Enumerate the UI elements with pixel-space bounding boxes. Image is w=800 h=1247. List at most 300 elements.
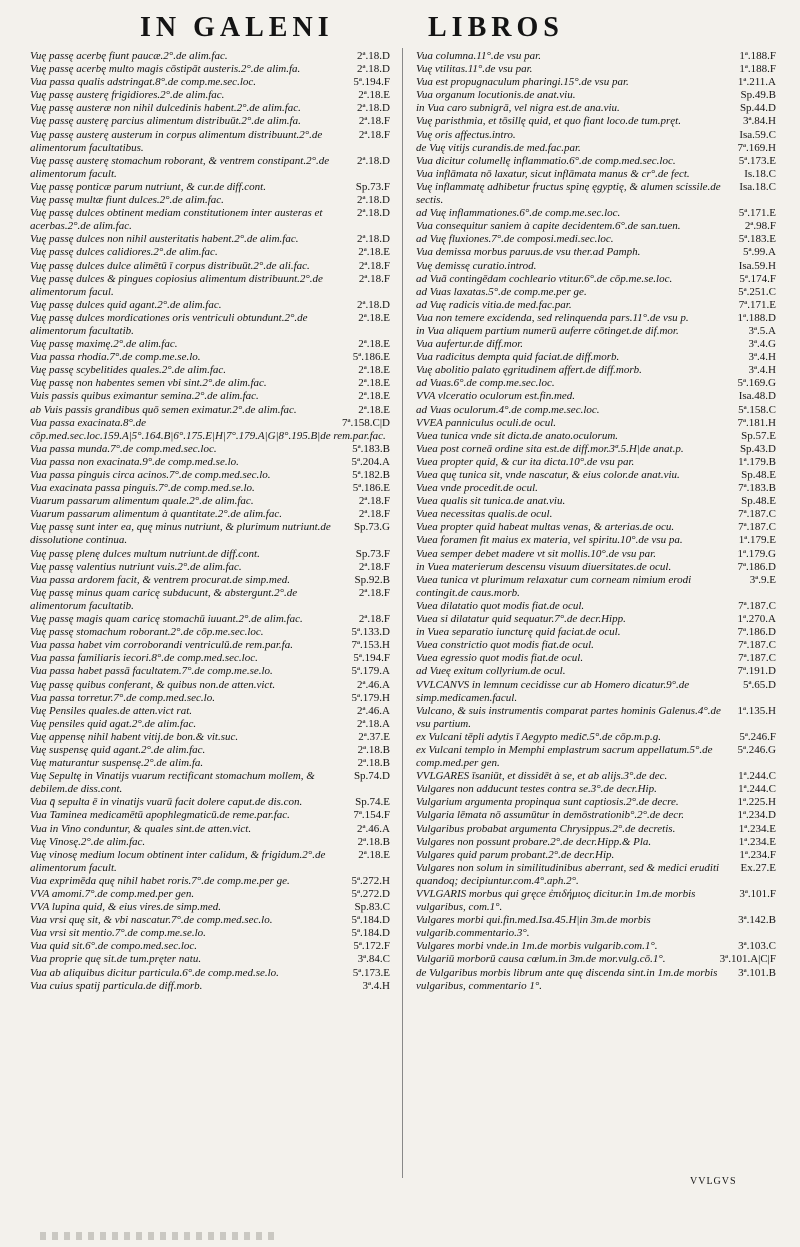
index-entry: [30, 194, 390, 207]
index-entry: [416, 246, 776, 259]
entry-text: Vuea propter quid habeat multas venas, & arterias.de ocu.: [416, 521, 675, 534]
entry-reference: 2ª.98.F: [744, 220, 776, 233]
entry-reference: 1ª.234.D: [737, 809, 776, 822]
entry-text: Vuę passę quibus conferant, & quibus non.de atten.vict.: [30, 678, 276, 691]
index-entry: [30, 207, 390, 233]
entry-reference: 2ª.18.E: [358, 246, 390, 259]
entry-text: Vuę passę austerę parcius alimentum distribuūt.2°.de alim.fa.: [30, 115, 301, 128]
entry-text: Vulgariū morborū causa cœlum.in 3m.de mor.vulg.cō.1°.: [416, 953, 666, 966]
entry-reference: Is.18.C: [744, 167, 776, 180]
entry-text: Vua radicitus dempta quid faciat.de diff.morb.: [416, 351, 620, 364]
index-entry: [30, 849, 390, 875]
entry-text: de Vulgaribus morbis librum ante quę discenda sint.in 1m.de morbis vulgaribus, commentario 1°.: [416, 966, 718, 992]
entry-reference: Ex.27.E: [740, 861, 776, 874]
entry-text: Vuarum passarum alimentum à quantitate.2°.de alim.fac.: [30, 508, 282, 521]
index-entry: [416, 705, 776, 731]
index-entry: [30, 312, 390, 338]
entry-reference: 1ª.188.D: [737, 311, 776, 324]
index-entry: [416, 823, 776, 836]
entry-reference: 3ª.4.H: [748, 351, 776, 364]
index-entry: [30, 875, 390, 888]
entry-text: Vua q̄ sepulta ē in vinatijs vuarū facit dolere caput.de dis.con.: [30, 796, 303, 809]
entry-reference: 2ª.18.E: [358, 338, 390, 351]
page-edge-mark: [40, 1232, 280, 1240]
entry-text: Vuę passę dulces dulce alimētū ī corpus distribuūt.2°.de ali.fac.: [30, 259, 310, 272]
entry-reference: Sp.73.F: [355, 547, 390, 560]
index-entry: [30, 155, 390, 181]
entry-text: Vuę passę minus quam caricę subducunt, & abstergunt.2°.de alimentorum facultatib.: [30, 586, 298, 612]
entry-text: Vua passa qualis adstringat.8°.de comp.me.sec.loc.: [30, 76, 257, 89]
entry-text: de Vuę vitijs curandis.de med.fac.par.: [416, 141, 581, 154]
index-entry: [30, 718, 390, 731]
entry-reference: 2ª.18.F: [358, 508, 390, 521]
entry-reference: 1ª.179.B: [738, 455, 776, 468]
entry-text: Vuea qualis sit tunica.de anat.viu.: [416, 495, 566, 508]
entry-reference: 3ª.84.H: [743, 115, 776, 128]
index-entry: [416, 76, 776, 89]
index-entry: [416, 679, 776, 705]
entry-reference: 3ª.101.F: [739, 888, 776, 900]
index-entry: [416, 914, 776, 940]
index-entry: [30, 89, 390, 102]
entry-reference: 1ª.225.H: [737, 796, 776, 809]
index-entry: [30, 731, 390, 744]
entry-reference: 5ª.251.C: [738, 285, 776, 298]
entry-reference: 2ª.18.D: [357, 207, 390, 220]
entry-text: Vuea semper debet madere vt sit mollis.10°.de vsu par.: [416, 547, 656, 560]
entry-reference: 2ª.18.D: [357, 154, 390, 167]
entry-text: Vuę passę scybelitides quales.2°.de alim.fac.: [30, 364, 227, 377]
entry-text: Vua ab aliquibus dicitur particula.6°.de comp.med.se.lo.: [30, 966, 279, 979]
index-entry: [416, 417, 776, 430]
entry-reference: 2ª.18.E: [358, 848, 390, 861]
entry-reference: 7ª.186.D: [737, 560, 776, 573]
entry-text: Vua columna.11°.de vsu par.: [416, 50, 541, 62]
entry-reference: 2ª.18.F: [358, 495, 390, 508]
entry-text: Vua aufertur.de diff.mor.: [416, 338, 524, 351]
entry-reference: 5ª.272.D: [351, 888, 390, 900]
entry-text: Vuea foramen fit maius ex materia, vel spiritu.10°.de vsu pa.: [416, 534, 683, 547]
entry-reference: 1ª.211.A: [737, 76, 776, 89]
entry-text: Vuę paristhmia, et tōsillę quid, et quo fiant loco.de tum.pręt.: [416, 115, 681, 128]
index-entry: [30, 76, 390, 89]
index-entry: [30, 469, 390, 482]
entry-reference: 1ª.179.G: [737, 547, 776, 560]
entry-text: Vua passa habet passā facultatem.7°.de comp.me.se.lo.: [30, 665, 273, 678]
entry-reference: 1ª.188.F: [739, 63, 776, 76]
entry-reference: Isa.59.C: [739, 128, 776, 141]
entry-reference: 2ª.18.E: [358, 377, 390, 390]
entry-reference: 7ª.187.C: [738, 652, 776, 665]
entry-reference: 7ª.186.D: [737, 626, 776, 639]
index-entry: [30, 443, 390, 456]
index-entry: [416, 574, 776, 600]
index-entry: [416, 181, 776, 207]
entry-text: Vuę passę austerę frigidiores.2°.de alim.fac.: [30, 89, 225, 102]
entry-reference: 5ª.179.H: [351, 691, 390, 704]
index-entry: [416, 967, 776, 993]
index-entry: [30, 823, 390, 836]
entry-text: Vua proprie quę sit.de tum.pręter natu.: [30, 953, 202, 966]
entry-reference: Sp.73.G: [353, 521, 390, 534]
index-entry: [416, 809, 776, 822]
index-entry: [416, 168, 776, 181]
entry-reference: Sp.92.B: [354, 573, 390, 586]
entry-text: ad Vuā contingēdam cochleario vtitur.6°.de cōp.me.se.loc.: [416, 272, 673, 285]
index-entry: [30, 587, 390, 613]
entry-text: ad Vuę fluxiones.7°.de composi.medi.sec.loc.: [416, 233, 614, 246]
index-entry: [416, 377, 776, 390]
entry-reference: 5ª.65.D: [743, 678, 776, 691]
entry-reference: Sp.43.D: [739, 442, 776, 455]
entry-text: ex Vulcani templo in Memphi emplastrum sacrum appellatum.5°.de comp.med.per gen.: [416, 743, 713, 770]
entry-text: Vua exprimēda quę nihil habet roris.7°.de comp.me.per ge.: [30, 874, 290, 887]
entry-reference: 2ª.18.E: [358, 311, 390, 324]
entry-reference: 7ª.171.E: [738, 298, 776, 311]
entry-text: Vuę passę dulces quid agant.2°.de alim.fac.: [30, 298, 222, 311]
entry-reference: 7ª.187.C: [738, 599, 776, 612]
index-entry: [416, 561, 776, 574]
entry-reference: 7ª.153.H: [351, 639, 390, 652]
index-entry: [416, 940, 776, 953]
entry-text: Vuea propter quid, & cur ita dicta.10°.de vsu par.: [416, 455, 635, 468]
entry-text: ad Vuę inflammationes.6°.de comp.me.sec.loc.: [416, 207, 621, 220]
index-entry: [416, 770, 776, 783]
entry-text: Vua passa torretur.7°.de comp.med.sec.lo.: [30, 691, 215, 704]
index-entry: [416, 783, 776, 796]
index-entry: [416, 888, 776, 914]
entry-text: Vulgares morbi qui.fin.med.Isa.45.H|in 3m.de morbis vulgarib.commentario.3°.: [416, 914, 651, 940]
index-entry: [30, 705, 390, 718]
entry-text: Vuę maturantur suspensę.2°.de alim.fa.: [30, 757, 204, 770]
entry-text: ad Vuas laxatas.5°.de comp.me.per ge.: [416, 285, 587, 298]
index-entry: [416, 430, 776, 443]
entry-reference: 3ª.4.G: [748, 338, 776, 351]
entry-reference: 2ª.46.A: [357, 704, 390, 717]
entry-text: Vua passa non exacinata.9°.de comp.med.se.lo.: [30, 455, 239, 468]
index-entry: [30, 626, 390, 639]
entry-reference: 2ª.18.F: [358, 586, 390, 599]
entry-reference: 5ª.171.E: [738, 207, 776, 220]
entry-text: Vuę passę maximę.2°.de alim.fac.: [30, 338, 178, 351]
index-entry: [416, 129, 776, 142]
entry-reference: 5ª.183.B: [352, 442, 390, 455]
entry-reference: 5ª.173.E: [352, 966, 390, 979]
entry-reference: 2ª.18.F: [358, 560, 390, 573]
index-entry: [416, 351, 776, 364]
entry-reference: 1ª.244.C: [738, 770, 776, 783]
entry-text: VVA vlceratio oculorum est.fin.med.: [416, 390, 576, 403]
entry-reference: 5ª.184.D: [351, 927, 390, 940]
entry-reference: 2ª.37.E: [358, 730, 390, 743]
entry-reference: 5ª.272.H: [351, 874, 390, 887]
index-entry: [416, 508, 776, 521]
index-entry: [416, 548, 776, 561]
entry-reference: Sp.49.B: [740, 89, 776, 102]
entry-text: Vuę abolitio palato ęgritudinem affert.de diff.morb.: [416, 364, 642, 377]
entry-text: Vuę pensiles quid agat.2°.de alim.fac.: [30, 717, 197, 730]
entry-text: Vuę passę dulces & pingues copiosius alimentum distribuunt.2°.de alimentorum facul.: [30, 272, 323, 298]
entry-text: ad Vueę exitum collyrium.de ocul.: [416, 665, 566, 678]
entry-reference: 5ª.169.G: [737, 377, 776, 390]
index-entry: [416, 364, 776, 377]
entry-text: VVA amomi.7°.de comp.med.per gen.: [30, 888, 195, 900]
entry-reference: Sp.83.C: [354, 901, 390, 914]
index-entry: [416, 613, 776, 626]
index-entry: [30, 508, 390, 521]
entry-text: Vuę passę acerbę fiunt paucæ.2°.de alim.fac.: [30, 50, 228, 62]
entry-text: Vuę passę plenę dulces multum nutriunt.de diff.cont.: [30, 547, 260, 560]
entry-reference: 5ª.194.F: [353, 76, 390, 89]
entry-reference: Sp.57.E: [741, 429, 776, 442]
column-divider: [402, 48, 403, 1178]
index-entry: [30, 796, 390, 809]
entry-text: Vuę passę valentius nutriunt vuis.2°.de alim.fac.: [30, 560, 242, 573]
entry-text: ad Vuę radicis vitia.de med.fac.par.: [416, 298, 572, 311]
entry-text: Vuea dilatatio quot modis fiat.de ocul.: [416, 599, 585, 612]
entry-reference: 5ª.204.A: [351, 455, 390, 468]
index-entry: [416, 744, 776, 770]
index-entry: [30, 744, 390, 757]
index-entry: [416, 862, 776, 888]
entry-reference: Isa.48.D: [738, 390, 776, 403]
index-entry: [30, 561, 390, 574]
entry-text: Vuea quę tunica sit, vnde nascatur, & eius color.de anat.viu.: [416, 469, 680, 481]
entry-text: Vuę oris affectus.intro.: [416, 128, 516, 141]
entry-reference: 7ª.183.B: [738, 482, 776, 495]
left-index-column: [30, 50, 390, 993]
entry-reference: Sp.48.E: [741, 469, 776, 481]
entry-text: Vuea si dilatatur quid sequatur.7°.de decr.Hipp.: [416, 613, 626, 626]
index-entry: [30, 652, 390, 665]
entry-reference: 2ª.18.D: [357, 233, 390, 246]
entry-reference: 7ª.187.C: [738, 508, 776, 521]
index-entry: [30, 665, 390, 678]
entry-text: Vuę passę dulces mordicationes oris ventriculi obtundunt.2°.de alimentorum facultatib.: [30, 311, 308, 337]
index-entry: [30, 940, 390, 953]
entry-reference: 3ª.142.B: [738, 914, 776, 927]
index-entry: [416, 482, 776, 495]
index-entry: [416, 626, 776, 639]
index-entry: [416, 404, 776, 417]
entry-reference: 5ª.158.C: [738, 403, 776, 416]
entry-text: Vuę passę austerę stomachum roborant, & ventrem constipant.2°.de alimentorum facult.: [30, 154, 330, 180]
entry-text: VVEA panniculus oculi.de ocul.: [416, 416, 557, 429]
entry-text: Vuę Vinosę.2°.de alim.fac.: [30, 835, 146, 848]
index-entry: [30, 390, 390, 403]
entry-text: Vuę passę multæ fiunt dulces.2°.de alim.fac.: [30, 194, 224, 207]
entry-text: Vuea vnde procedit.de ocul.: [416, 482, 538, 495]
entry-text: Vuę passę acerbę multo magis cōstipāt austeris.2°.de alim.fa.: [30, 63, 301, 76]
entry-reference: 1ª.244.C: [738, 783, 776, 796]
entry-reference: 2ª.18.F: [358, 128, 390, 141]
index-entry: [416, 50, 776, 63]
entry-text: VVA lupina quid, & eius vires.de simp.med.: [30, 901, 222, 914]
entry-text: Vua in Vino conduntur, & quales sint.de atten.vict.: [30, 822, 252, 835]
entry-text: Vulgaria lēmata nō assumūtur in demōstrationib°.2°.de decr.: [416, 809, 685, 822]
entry-text: Vua quid sit.6°.de compo.med.sec.loc.: [30, 940, 198, 953]
entry-reference: 1ª.234.E: [738, 835, 776, 848]
entry-text: Vuę passę dulces calidiores.2°.de alim.fac.: [30, 246, 218, 259]
index-entry: [416, 115, 776, 128]
entry-text: Vulgares quid parum probant.2°.de decr.Hip.: [416, 848, 615, 861]
entry-text: Vulgarium argumenta propinqua sunt captiosis.2°.de decre.: [416, 796, 679, 809]
entry-reference: 7ª.154.F: [353, 809, 390, 822]
index-entry: [30, 639, 390, 652]
entry-reference: Sp.74.D: [353, 770, 390, 783]
entry-reference: 5ª.179.A: [351, 665, 390, 678]
entry-text: Vuarum passarum alimentum quale.2°.de alim.fac.: [30, 495, 254, 508]
entry-reference: Sp.48.E: [741, 495, 776, 508]
entry-reference: 5ª.172.F: [353, 940, 390, 953]
entry-text: Vua exacinata passa pinguis.7°.de comp.med.se.lo.: [30, 482, 255, 495]
entry-reference: 2ª.18.D: [357, 63, 390, 76]
entry-reference: 2ª.18.F: [358, 259, 390, 272]
entry-reference: 2ª.18.D: [357, 194, 390, 207]
entry-text: Vuę passę non habentes semen vbi sint.2°.de alim.fac.: [30, 377, 267, 390]
index-entry: [416, 273, 776, 286]
entry-reference: 1ª.270.A: [737, 613, 776, 626]
entry-reference: 5ª.133.D: [351, 626, 390, 639]
index-entry: [30, 338, 390, 351]
entry-reference: 2ª.18.E: [358, 89, 390, 102]
index-entry: [416, 443, 776, 456]
entry-text: in Vua caro subnigrā, vel nigra est.de ana.viu.: [416, 102, 620, 115]
index-entry: [30, 495, 390, 508]
entry-text: Vuę demissę curatio.introd.: [416, 259, 537, 272]
entry-text: Vua consequitur saniem à capite decidentem.6°.de san.tuen.: [416, 220, 681, 233]
index-entry: [30, 757, 390, 770]
index-entry: [30, 888, 390, 901]
entry-text: Vuea egressio quot modis fiat.de ocul.: [416, 652, 584, 665]
right-index-column: [416, 50, 776, 993]
entry-reference: 3ª.101.A|C|F: [719, 953, 776, 966]
index-entry: [416, 142, 776, 155]
entry-reference: 7ª.169.H: [737, 141, 776, 154]
index-entry: [30, 50, 390, 63]
entry-reference: 2ª.46.A: [357, 678, 390, 691]
index-entry: [30, 482, 390, 495]
index-entry: [30, 692, 390, 705]
entry-reference: 1ª.188.F: [739, 50, 776, 62]
entry-text: Vuę Pensiles quales.de atten.vict rat.: [30, 704, 193, 717]
entry-text: Vulgaribus probabat argumenta Chrysippus.2°.de decretis.: [416, 822, 676, 835]
entry-text: Vuę passę austeræ non nihil dulcedinis habent.2°.de alim.fac.: [30, 102, 301, 115]
entry-text: Vulgares non adducunt testes contra se.3°.de decr.Hip.: [416, 783, 657, 796]
index-entry: [416, 534, 776, 547]
entry-text: Vuea tunica vnde sit dicta.de anato.oculorum.: [416, 429, 619, 442]
index-entry: [30, 63, 390, 76]
entry-text: Vuę passę dulces obtinent mediam constitutionem inter austeras et acerbas.2°.de alim.fac.: [30, 207, 323, 233]
entry-text: Vua organum locutionis.de anat.viu.: [416, 89, 576, 102]
entry-reference: 2ª.46.A: [357, 822, 390, 835]
entry-text: in Vuea separatio iuncturę quid faciat.de ocul.: [416, 626, 621, 639]
index-entry: [30, 233, 390, 246]
entry-text: VVLGARIS morbus qui gręce ἐπιδήμιος dicitur.in 1m.de morbis vulgaribus, com.1°.: [416, 888, 696, 914]
entry-reference: 5ª.186.E: [352, 482, 390, 495]
entry-text: Vua demissa morbus paruus.de vsu ther.ad Pamph.: [416, 246, 641, 259]
index-entry: [416, 796, 776, 809]
entry-text: Vua passa rhodia.7°.de comp.me.se.lo.: [30, 351, 201, 364]
entry-reference: 5ª.183.E: [738, 233, 776, 246]
index-entry: [30, 901, 390, 914]
entry-reference: 2ª.18.D: [357, 50, 390, 62]
entry-reference: 3ª.84.C: [357, 953, 390, 966]
index-entry: [416, 102, 776, 115]
entry-reference: 7ª.191.D: [737, 665, 776, 678]
entry-text: Vuę passę austerę austerum in corpus alimentum distribuunt.2°.de alimentorum facultatibus.: [30, 128, 323, 154]
entry-text: Vulgares non possunt probare.2°.de decr.Hipp.& Pla.: [416, 835, 652, 848]
index-entry: [416, 89, 776, 102]
entry-text: Vulgares non solum in similitudinibus aberrant, sed & medici eruditi quandoq; decipiuntur.com.4°.aph.2°.: [416, 861, 720, 887]
index-entry: [416, 299, 776, 312]
entry-text: Vua passa exacinata.8°.de cōp.med.sec.loc.159.A|5°.164.B|6°.175.E|H|7°.179.A|G|8°.195.B|de rem.par.fac.: [30, 416, 386, 442]
entry-text: Vuea necessitas qualis.de ocul.: [416, 508, 553, 521]
entry-reference: 2ª.18.A: [357, 717, 390, 730]
entry-reference: 7ª.187.C: [738, 639, 776, 652]
entry-reference: 2ª.18.F: [358, 272, 390, 285]
entry-text: VVLGARES īsaniūt, et dissidēt à se, et ab alijs.3°.de dec.: [416, 770, 668, 783]
entry-text: Vua vrsi quę sit, & vbi nascatur.7°.de comp.med.sec.lo.: [30, 914, 273, 927]
index-entry: [30, 809, 390, 822]
index-entry: [30, 548, 390, 561]
index-entry: [416, 233, 776, 246]
entry-reference: 3ª.9.E: [749, 573, 776, 586]
entry-text: Vuę passę dulces non nihil austeritatis habent.2°.de alim.fac.: [30, 233, 299, 246]
index-entry: [30, 927, 390, 940]
entry-reference: 5ª.246.G: [737, 743, 776, 756]
index-entry: [416, 953, 776, 966]
index-entry: [30, 377, 390, 390]
entry-text: Vua cuius spatij particula.de diff.morb.: [30, 979, 203, 992]
running-head-left: IN GALENI: [140, 12, 334, 43]
index-entry: [30, 115, 390, 128]
catchword: VVLGVS: [690, 1176, 737, 1187]
entry-reference: Sp.44.D: [739, 102, 776, 115]
index-entry: [30, 299, 390, 312]
entry-text: ad Vuas.6°.de comp.me.sec.loc.: [416, 377, 555, 390]
entry-reference: 2ª.18.B: [357, 757, 390, 770]
index-entry: [416, 600, 776, 613]
index-entry: [30, 181, 390, 194]
entry-reference: Sp.73.F: [355, 180, 390, 193]
entry-text: Vua passa familiaris iecori.8°.de comp.med.sec.loc.: [30, 652, 258, 665]
index-entry: [30, 980, 390, 993]
entry-text: Vua passa habet vim corroborandi ventriculū.de rem.par.fa.: [30, 639, 293, 652]
index-entry: [416, 836, 776, 849]
entry-reference: Isa.59.H: [738, 259, 776, 272]
entry-reference: 1ª.234.E: [738, 822, 776, 835]
entry-reference: 2ª.18.D: [357, 102, 390, 115]
index-entry: [416, 521, 776, 534]
entry-text: Vuę inflammatę adhibetur fructus spinę ęgyptię, & alumen scissile.de sectis.: [416, 180, 721, 207]
index-entry: [30, 770, 390, 796]
entry-text: Vuę vinosę medium locum obtinent inter calidum, & frigidum.2°.de alimentorum facult.: [30, 848, 326, 874]
entry-text: Vua Taminea medicamētū apophlegmaticū.de reme.par.fac.: [30, 809, 290, 822]
index-entry: [30, 836, 390, 849]
index-entry: [416, 390, 776, 403]
index-entry: [416, 849, 776, 862]
entry-reference: 5ª.184.D: [351, 914, 390, 927]
entry-reference: 2ª.18.D: [357, 298, 390, 311]
entry-text: Vua vrsi sit mentio.7°.de comp.me.se.lo.: [30, 927, 206, 940]
entry-reference: Isa.18.C: [739, 180, 776, 193]
index-entry: [30, 364, 390, 377]
entry-reference: 3ª.4.H: [362, 979, 390, 992]
index-entry: [416, 652, 776, 665]
entry-reference: 2ª.18.E: [358, 364, 390, 377]
entry-text: Vua non temere excidenda, sed relinquenda pars.11°.de vsu p.: [416, 311, 689, 324]
